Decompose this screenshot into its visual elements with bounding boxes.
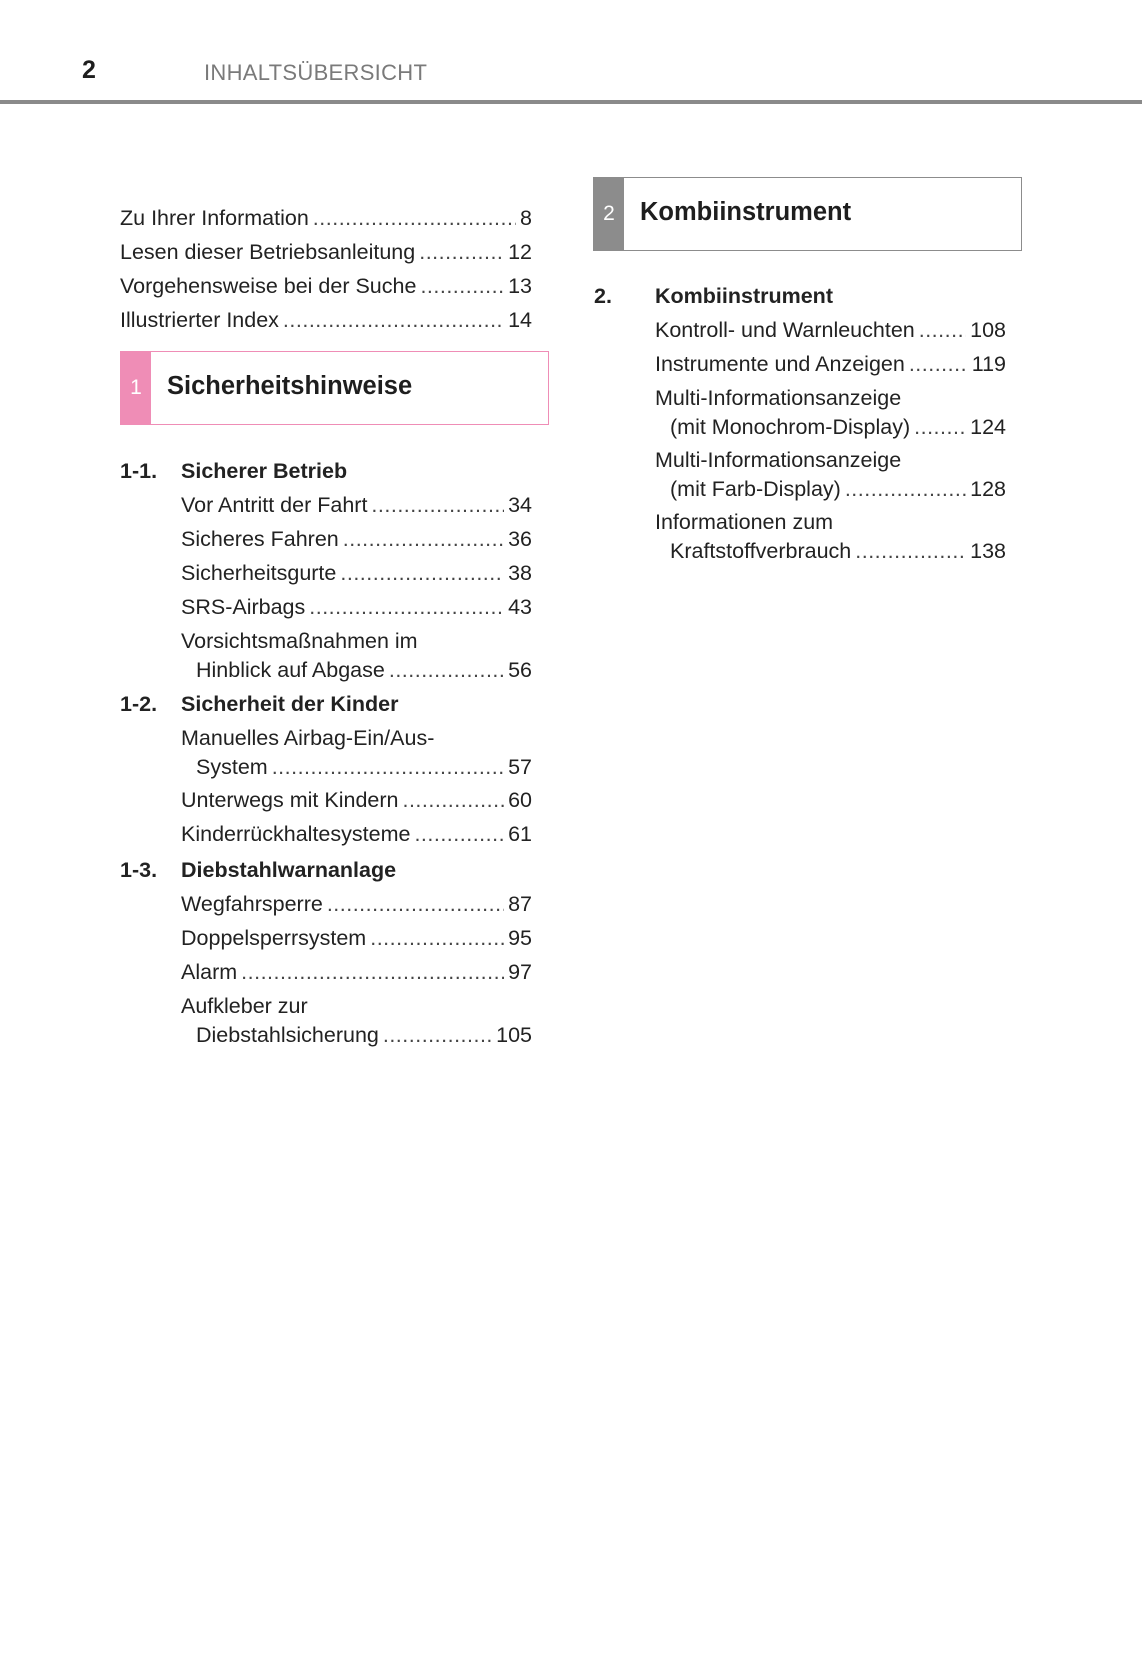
- dot-leader: [845, 475, 966, 504]
- toc-entry-page: 60: [508, 788, 532, 812]
- toc-entry-title: Kontroll- und Warnleuchten: [655, 318, 915, 342]
- toc-entry-title: Zu Ihrer Information: [120, 206, 309, 230]
- toc-entry-title-line1: Multi-Informationsanzeige: [655, 448, 902, 472]
- toc-entry-title: Illustrierter Index: [120, 308, 279, 332]
- toc-entry-page: 8: [520, 206, 532, 230]
- toc-entry-vorgehensweise-bei-der-suche[interactable]: [120, 272, 532, 301]
- dot-leader: [914, 413, 966, 442]
- toc-entry-page: 138: [970, 539, 1006, 563]
- toc-entry-title: System: [196, 755, 268, 779]
- toc-entry-vorsichtsmassnahmen-abgase[interactable]: [181, 627, 532, 685]
- dot-leader: [283, 306, 504, 335]
- dot-leader: [855, 537, 966, 566]
- toc-entry-title: (mit Farb-Display): [670, 477, 841, 501]
- toc-entry-title: Wegfahrsperre: [181, 892, 323, 916]
- toc-entry-kinderrueckhaltesysteme[interactable]: [181, 820, 532, 849]
- toc-entry-multi-info-monochrom[interactable]: [655, 384, 1006, 442]
- toc-entry-doppelsperrsystem[interactable]: [181, 924, 532, 953]
- toc-entry-title: Sicherheitsgurte: [181, 561, 337, 585]
- dot-leader: [371, 491, 504, 520]
- toc-entry-page: 108: [970, 318, 1006, 342]
- toc-entry-multi-info-farb[interactable]: [655, 446, 1006, 504]
- toc-entry-instrumente-und-anzeigen[interactable]: [655, 350, 1006, 379]
- dot-leader: [343, 525, 504, 554]
- toc-entry-title: Unterwegs mit Kindern: [181, 788, 399, 812]
- toc-entry-wegfahrsperre[interactable]: [181, 890, 532, 919]
- toc-entry-title-line1: Informationen zum: [655, 510, 834, 534]
- chapter-1-heading[interactable]: [120, 351, 549, 425]
- toc-entry-manuelles-airbag-system[interactable]: [181, 724, 532, 782]
- dot-leader: [389, 656, 504, 685]
- toc-entry-title: Vor Antritt der Fahrt: [181, 493, 368, 517]
- toc-entry-aufkleber-diebstahlsicherung[interactable]: [181, 992, 532, 1050]
- toc-entry-alarm[interactable]: [181, 958, 532, 987]
- toc-entry-page: 105: [496, 1023, 532, 1047]
- toc-entry-srs-airbags[interactable]: [181, 593, 532, 622]
- section-number: 2.: [594, 284, 612, 308]
- toc-entry-kontroll-und-warnleuchten[interactable]: [655, 316, 1006, 345]
- toc-entry-title: Lesen dieser Betriebsanleitung: [120, 240, 416, 264]
- page-number: 2: [82, 56, 96, 84]
- toc-entry-title: SRS-Airbags: [181, 595, 306, 619]
- toc-entry-page: 56: [508, 658, 532, 682]
- toc-entry-page: 14: [508, 308, 532, 332]
- dot-leader: [414, 820, 504, 849]
- toc-entry-sicherheitsgurte[interactable]: [181, 559, 532, 588]
- toc-entry-page: 87: [508, 892, 532, 916]
- dot-leader: [402, 786, 504, 815]
- toc-entry-page: 38: [508, 561, 532, 585]
- toc-entry-informationen-kraftstoffverbrauch[interactable]: [655, 508, 1006, 566]
- toc-entry-title: Vorgehensweise bei der Suche: [120, 274, 417, 298]
- toc-entry-illustrierter-index[interactable]: [120, 306, 532, 335]
- toc-entry-zu-ihrer-information[interactable]: [120, 204, 532, 233]
- section-number: 1-1.: [120, 459, 158, 483]
- section-title: Sicherheit der Kinder: [181, 692, 399, 716]
- toc-entry-page: 43: [508, 595, 532, 619]
- toc-entry-page: 119: [971, 352, 1006, 376]
- dot-leader: [919, 316, 966, 345]
- toc-entry-page: 128: [970, 477, 1006, 501]
- section-title: Kombiinstrument: [655, 284, 833, 308]
- dot-leader: [420, 272, 504, 301]
- chapter-2-heading[interactable]: [593, 177, 1022, 251]
- dot-leader: [383, 1021, 492, 1050]
- dot-leader: [309, 593, 504, 622]
- toc-entry-title: Instrumente und Anzeigen: [655, 352, 905, 376]
- dot-leader: [370, 924, 504, 953]
- toc-entry-page: 34: [508, 493, 532, 517]
- toc-entry-page: 13: [508, 274, 532, 298]
- dot-leader: [272, 753, 504, 782]
- toc-entry-title: Sicheres Fahren: [181, 527, 339, 551]
- header-divider: [0, 100, 1142, 104]
- page-header-title: INHALTSÜBERSICHT: [204, 60, 428, 85]
- chapter-1-tab: 1: [121, 352, 151, 424]
- toc-entry-page: 57: [508, 755, 532, 779]
- toc-entry-page: 124: [970, 415, 1006, 439]
- toc-entry-page: 95: [508, 926, 532, 950]
- toc-entry-page: 97: [508, 960, 532, 984]
- dot-leader: [419, 238, 504, 267]
- toc-entry-sicheres-fahren[interactable]: [181, 525, 532, 554]
- dot-leader: [327, 890, 504, 919]
- toc-entry-page: 12: [508, 240, 532, 264]
- toc-entry-title: Doppelsperrsystem: [181, 926, 367, 950]
- toc-entry-page: 61: [508, 822, 532, 846]
- dot-leader: [313, 204, 516, 233]
- toc-entry-title: Alarm: [181, 960, 238, 984]
- dot-leader: [241, 958, 504, 987]
- section-number: 1-3.: [120, 858, 158, 882]
- toc-entry-title: (mit Monochrom-Display): [670, 415, 911, 439]
- dot-leader: [340, 559, 504, 588]
- chapter-2-tab: 2: [594, 178, 624, 250]
- toc-entry-title: Kraftstoffverbrauch: [670, 539, 852, 563]
- toc-entry-title: Kinderrückhaltesysteme: [181, 822, 411, 846]
- section-title: Sicherer Betrieb: [181, 459, 348, 483]
- chapter-1-title: Sicherheitshinweise: [167, 372, 413, 400]
- toc-entry-page: 36: [508, 527, 532, 551]
- toc-entry-title: Hinblick auf Abgase: [196, 658, 385, 682]
- toc-entry-lesen-dieser-betriebsanleitung[interactable]: [120, 238, 532, 267]
- section-number: 1-2.: [120, 692, 158, 716]
- toc-entry-unterwegs-mit-kindern[interactable]: [181, 786, 532, 815]
- section-title: Diebstahlwarnanlage: [181, 858, 397, 882]
- toc-entry-title: Diebstahlsicherung: [196, 1023, 379, 1047]
- chapter-2-title: Kombiinstrument: [640, 198, 852, 226]
- toc-entry-title-line1: Vorsichtsmaßnahmen im: [181, 629, 418, 653]
- dot-leader: [909, 350, 968, 379]
- toc-entry-title-line1: Aufkleber zur: [181, 994, 308, 1018]
- toc-entry-title-line1: Manuelles Airbag-Ein/Aus-: [181, 726, 435, 750]
- toc-entry-vor-antritt-der-fahrt[interactable]: [181, 491, 532, 520]
- toc-entry-title-line1: Multi-Informationsanzeige: [655, 386, 902, 410]
